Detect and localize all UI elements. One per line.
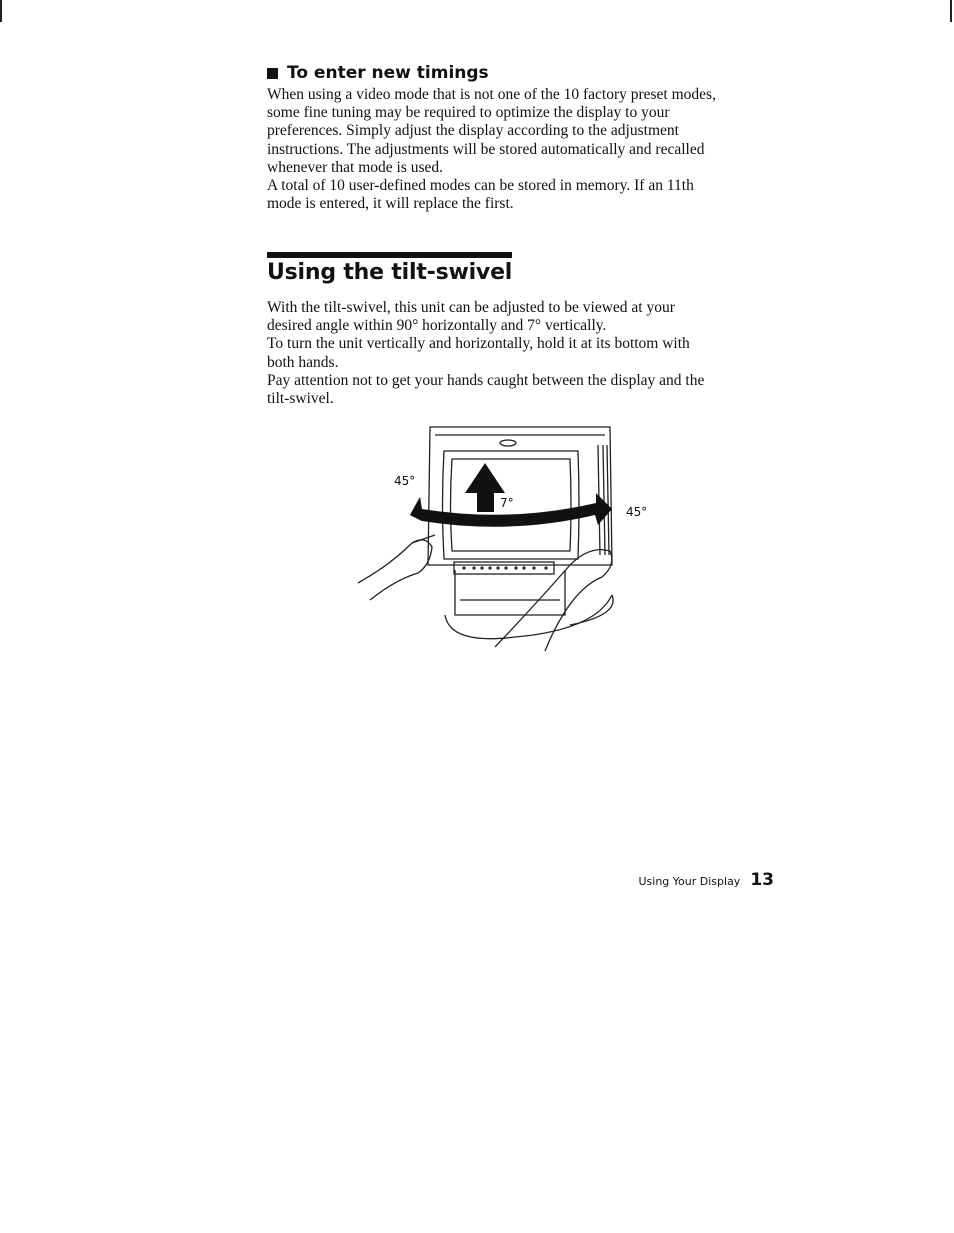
subsection-heading-text: To enter new timings bbox=[287, 63, 489, 83]
scan-edge-mark-left bbox=[0, 0, 2, 22]
monitor-drawing bbox=[340, 415, 660, 665]
section-rule bbox=[267, 252, 512, 258]
footer-section-title: Using Your Display bbox=[638, 875, 741, 888]
tilt-swivel-illustration bbox=[340, 415, 660, 665]
timings-paragraph-2: A total of 10 user-defined modes can be stored in memory. If an 11th mode is entered, it will replace the first. bbox=[267, 177, 694, 213]
timings-body bbox=[267, 86, 777, 213]
tilt-swivel-body bbox=[267, 299, 777, 408]
tilt-swivel-paragraph-1: With the tilt-swivel, this unit can be adjusted to be viewed at your desired angle within 90° horizontally and 7° vertically. bbox=[267, 299, 675, 335]
timings-paragraph-1: When using a video mode that is not one of the 10 factory preset modes, some fine tuning may be required to optimize the display to your preferences. Simply adjust the display according to the adjustment instructions. The adjustments will be stored automatically and recalled whenever that mode is used. bbox=[267, 86, 716, 176]
tilt-swivel-paragraph-2: To turn the unit vertically and horizontally, hold it at its bottom with both hands. bbox=[267, 335, 690, 371]
swivel-right-angle-label: 45° bbox=[626, 505, 648, 519]
swivel-left-angle-label: 45° bbox=[394, 474, 416, 488]
square-bullet-icon bbox=[267, 68, 278, 79]
subsection-heading bbox=[267, 62, 489, 84]
tilt-swivel-paragraph-3: Pay attention not to get your hands caught between the display and the tilt-swivel. bbox=[267, 371, 705, 408]
page-number: 13 bbox=[750, 870, 774, 890]
scan-edge-mark-right bbox=[950, 0, 952, 22]
page-footer bbox=[639, 870, 775, 890]
tilt-up-arrow-icon bbox=[465, 463, 505, 512]
section-heading: Using the tilt-swivel bbox=[267, 260, 513, 285]
tilt-angle-label: 7° bbox=[500, 496, 514, 510]
